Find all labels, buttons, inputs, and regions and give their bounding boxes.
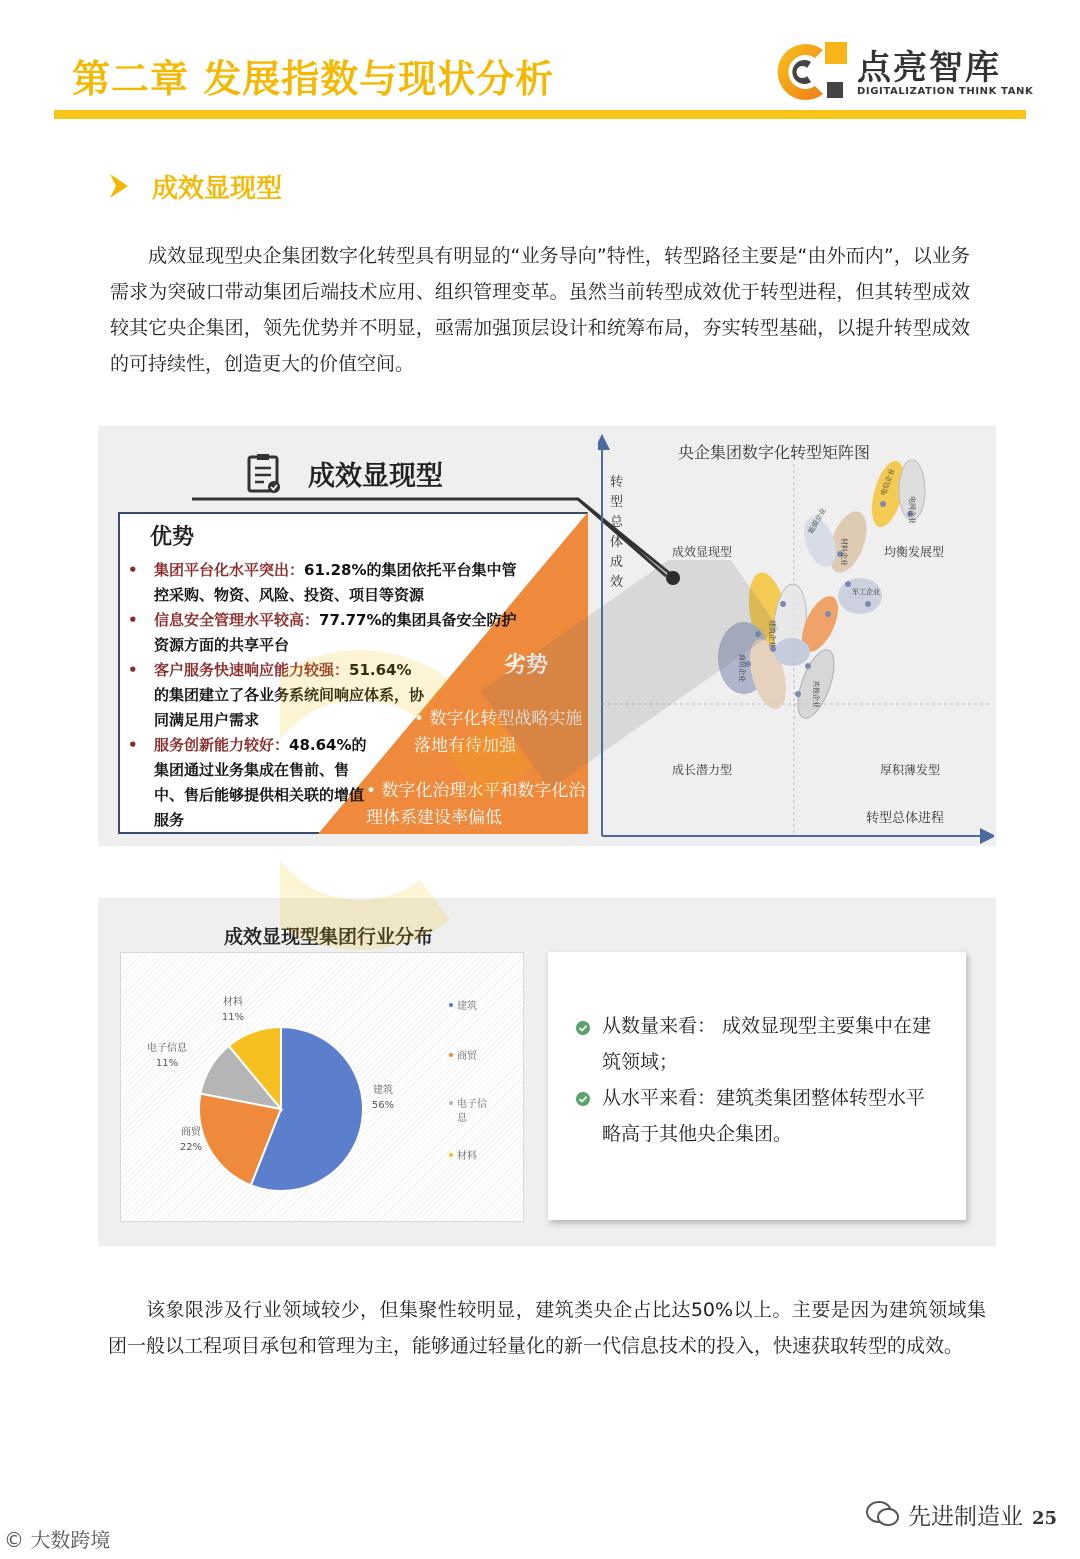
advantage-item: • 服务创新能力较好：48.64%的集团通过业务集成在售前、售中、售后能够提供相关联的增值服务 xyxy=(128,736,367,829)
brand-logo xyxy=(765,38,1035,104)
section-title: 成效显现型 xyxy=(152,174,283,204)
brand-subtitle: DIGITALIZATION THINK TANK xyxy=(857,86,1034,97)
footer-source-left: © 大数跨境 xyxy=(4,1528,111,1552)
svg-text:效: 效 xyxy=(610,575,624,590)
legend-label: 商贸 xyxy=(457,1051,477,1062)
matrix-quadrant-label: 成长潜力型 xyxy=(672,763,733,777)
brand-name: 点亮智库 xyxy=(857,48,1001,88)
page-number: 25 xyxy=(1032,1508,1058,1529)
pie-value-label: 22% xyxy=(179,1142,203,1153)
summary-item: 从水平来看：建筑类集团整体转型水平略高于其他央企集团。 xyxy=(602,1087,926,1145)
pie-category-label: 电子信息 xyxy=(147,1043,187,1054)
closing-paragraph: 该象限涉及行业领域较少，但集聚性较明显，建筑类央企占比达50%以上。主要是因为建筑领域集团一般以工程项目承包和管理为主，能够通过轻量化的新一代信息技术的投入，快速获取转型的成效。 xyxy=(108,1299,986,1357)
type-overview-panel xyxy=(98,426,996,846)
matrix-title: 央企集团数字化转型矩阵图 xyxy=(678,443,871,462)
advantage-item: • 客户服务快速响应能力较强：51.64%的集团建立了各业务系统间响应体系，协同满足用户需求 xyxy=(128,661,425,729)
pie-chart xyxy=(121,953,525,1223)
svg-text:型: 型 xyxy=(610,495,624,510)
legend-label: 建筑 xyxy=(457,1001,477,1012)
svg-text:电信企业: 电信企业 xyxy=(879,467,897,497)
clipboard-check-icon xyxy=(246,452,282,494)
advantage-item: • 信息安全管理水平较高：77.77%的集团具备安全防护资源方面的共享平台 xyxy=(128,611,517,654)
disadvantage-item: • 数字化转型战略实施落地有待加强 xyxy=(414,709,583,756)
check-circle-icon xyxy=(576,1021,590,1035)
matrix-quadrant-label: 成效显现型 xyxy=(672,545,733,559)
pie-category-label: 建筑 xyxy=(373,1085,393,1096)
pie-value-label: 11% xyxy=(221,1012,245,1023)
brand-mark-icon xyxy=(765,38,855,104)
svg-text:材料企业: 材料企业 xyxy=(840,538,848,566)
legend-swatch xyxy=(449,1153,453,1157)
disadvantage-item: • 数字化治理水平和数字化治理体系建设率偏低 xyxy=(366,781,586,828)
pie-category-label: 商贸 xyxy=(181,1127,201,1138)
matrix-quadrant-label: 均衡发展型 xyxy=(884,545,945,559)
svg-text:能源企业: 能源企业 xyxy=(806,506,828,535)
arrow-bullet-icon xyxy=(108,172,130,200)
industry-distribution-panel xyxy=(98,898,996,1246)
chapter-title: 第二章 发展指数与现状分析 xyxy=(72,57,555,101)
wechat-icon xyxy=(866,1500,900,1528)
svg-text:军工企业: 军工企业 xyxy=(852,588,880,596)
legend-swatch xyxy=(449,1053,453,1057)
svg-text:成: 成 xyxy=(610,555,624,570)
advantage-item: • 集团平台化水平突出：61.28%的集团依托平台集中管控采购、物资、风险、投资、项目等资源 xyxy=(128,561,517,604)
legend-swatch xyxy=(449,1003,453,1007)
footer-source-right: 先进制造业 xyxy=(908,1504,1023,1530)
legend-swatch xyxy=(449,1101,453,1105)
pie-chart-container xyxy=(120,952,524,1222)
svg-text:商贸企业: 商贸企业 xyxy=(738,654,746,682)
svg-text:体: 体 xyxy=(610,535,624,550)
summary-card xyxy=(548,952,966,1220)
matrix-quadrant-label: 厚积薄发型 xyxy=(880,763,941,777)
matrix-x-axis-label: 转型总体进程 xyxy=(866,811,945,826)
legend-label: 材料 xyxy=(457,1151,477,1162)
svg-text:转: 转 xyxy=(610,475,624,490)
pie-chart-title: 成效显现型集团行业分布 xyxy=(224,926,434,948)
summary-item: 从数量来看： 成效显现型主要集中在建筑领域； xyxy=(602,1015,932,1073)
pie-category-label: 材料 xyxy=(223,997,243,1008)
disadvantages-heading: 劣势 xyxy=(504,653,549,678)
legend-label: 息 xyxy=(457,1113,467,1124)
check-circle-icon xyxy=(576,1092,590,1106)
pie-value-label: 11% xyxy=(155,1058,179,1069)
svg-text:建筑企业: 建筑企业 xyxy=(768,620,776,648)
transformation-matrix-chart xyxy=(598,434,994,846)
intro-paragraph: 成效显现型央企集团数字化转型具有明显的“业务导向”特性，转型路径主要是“由外而内”，以业务需求为突破口带动集团后端技术应用、组织管理变革。虽然当前转型成效优于转型进程，但其转型成效较其它央企集团，领先优势并不明显，亟需加强顶层设计和统筹布局，夯实转型基础，以提升转型成效的可持续性，创造更大的价值空间。 xyxy=(110,245,970,375)
advantages-heading: 优势 xyxy=(150,525,195,550)
svg-text:电网企业: 电网企业 xyxy=(908,496,916,524)
legend-label: 电子信 xyxy=(457,1099,487,1110)
panel-title: 成效显现型 xyxy=(308,461,443,492)
svg-text:其他企业: 其他企业 xyxy=(812,680,820,708)
header-rule xyxy=(54,110,1026,119)
svg-text:总: 总 xyxy=(610,515,624,530)
pie-value-label: 56% xyxy=(371,1100,395,1111)
matrix-y-axis-label xyxy=(610,475,624,590)
